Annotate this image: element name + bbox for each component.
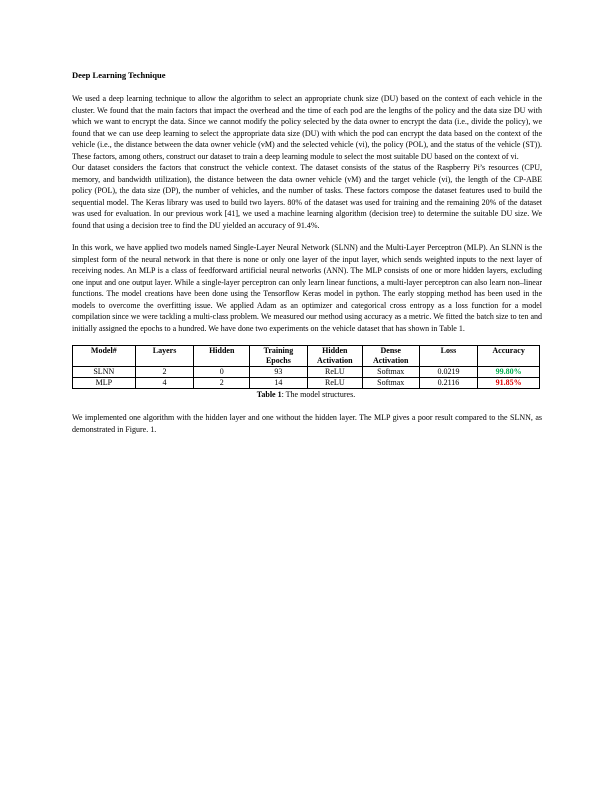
table-row xyxy=(73,378,540,389)
col-header-loss: Loss xyxy=(419,346,478,367)
section-heading: Deep Learning Technique xyxy=(72,70,166,80)
caption-text: : The model structures. xyxy=(281,390,356,399)
closing-paragraph: We implemented one algorithm with the hidden layer and one without the hidden layer. The MLP gives a poor result compared to the SLNN, as demonstrated in Figure. 1. xyxy=(72,413,542,434)
cell-model: MLP xyxy=(73,378,136,389)
cell-dense-activation: Softmax xyxy=(362,378,419,389)
caption-label: Table 1 xyxy=(256,390,282,399)
cell-hidden-activation: ReLU xyxy=(307,378,362,389)
cell-hidden: 2 xyxy=(194,378,250,389)
cell-loss: 0.0219 xyxy=(419,367,478,378)
document-body xyxy=(72,70,542,435)
cell-loss: 0.2116 xyxy=(419,378,478,389)
paragraph-3: In this work, we have applied two models named Single-Layer Neural Network (SLNN) and the Multi-Layer Perceptron (MLP). An SLNN is the simplest form of the neural network in that there is none or only one layer of the input layer, which sends weighted inputs to the next layer of receiving nodes. An MLP is a class of feedforward artificial neural networks (ANN). The MLP consists of one or more hidden layers, excluding one input and one output layer. While a single-layer perceptron can only learn linear functions, a multi-layer perceptron can also learn non–linear functions. The model creations have been done using the Tensorflow Keras model in python. The early stopping method has been used in the models to overcome the overfitting issue. We applied Adam as an optimizer and categorical cross entropy as a loss function for a model compilation since we were tackling a multi-class problem. We measured our method using accuracy as a metric. We fitted the batch size to ten and initially assigned the epochs to a hundred. We have done two experiments on the vehicle dataset that has shown in Table 1. xyxy=(72,243,542,333)
col-header-hidden-activation: Hidden Activation xyxy=(307,346,362,367)
table-caption xyxy=(72,389,540,400)
table-header-row xyxy=(73,346,540,367)
cell-layers: 4 xyxy=(135,378,194,389)
paragraph-2: Our dataset considers the factors that construct the vehicle context. The dataset consists of the status of the Raspberry Pi’s resources (CPU, memory, and bandwidth utilization), the distance between the data owner vehicle (vM) and the target vehicle (vi), the length of the CP-ABE policy (POL), the data size (DP), the number of vehicles, and the number of tasks. These factors compose the dataset features used to build the sequential model. The Keras library was used to build two layers. 80% of the dataset was used for training and the remaining 20% of the dataset was used for evaluation. In our previous work [41], we used a machine learning algorithm (decision tree) to determine the suitable DU size. We found that using a decision tree to find the DU yielded an accuracy of 91.4%. xyxy=(72,163,542,230)
cell-dense-activation: Softmax xyxy=(362,367,419,378)
cell-accuracy: 91.85% xyxy=(478,378,540,389)
table-row xyxy=(73,367,540,378)
model-structures-table xyxy=(72,345,540,389)
cell-epochs: 14 xyxy=(250,378,308,389)
col-header-dense-activation: Dense Activation xyxy=(362,346,419,367)
cell-layers: 2 xyxy=(135,367,194,378)
cell-hidden-activation: ReLU xyxy=(307,367,362,378)
cell-epochs: 93 xyxy=(250,367,308,378)
paragraph-1: We used a deep learning technique to allow the algorithm to select an appropriate chunk size (DU) based on the context of each vehicle in the cluster. We found that the main factors that impact the overhead and the time of each pod are the lengths of the policy and the data size DU with which we want to encrypt the data. Since we cannot modify the policy selected by the data owner to encrypt the data (i.e., divide the policy), we found that we can use deep learning to select the appropriate data size (DU) with which the pod can encrypt the data based on the context of the vehicle (i.e., the distance between the data owner vehicle (vM) and the selected vehicle (vi), the policy (POL), and the status of the vehicle (ST)). These factors, among others, construct our dataset to train a deep learning module to select the most suitable DU based on the context of vi. xyxy=(72,94,542,161)
cell-accuracy: 99.80% xyxy=(478,367,540,378)
cell-model: SLNN xyxy=(73,367,136,378)
col-header-accuracy: Accuracy xyxy=(478,346,540,367)
cell-hidden: 0 xyxy=(194,367,250,378)
col-header-layers: Layers xyxy=(135,346,194,367)
col-header-hidden: Hidden xyxy=(194,346,250,367)
col-header-model: Model# xyxy=(73,346,136,367)
col-header-training-epochs: Training Epochs xyxy=(250,346,308,367)
